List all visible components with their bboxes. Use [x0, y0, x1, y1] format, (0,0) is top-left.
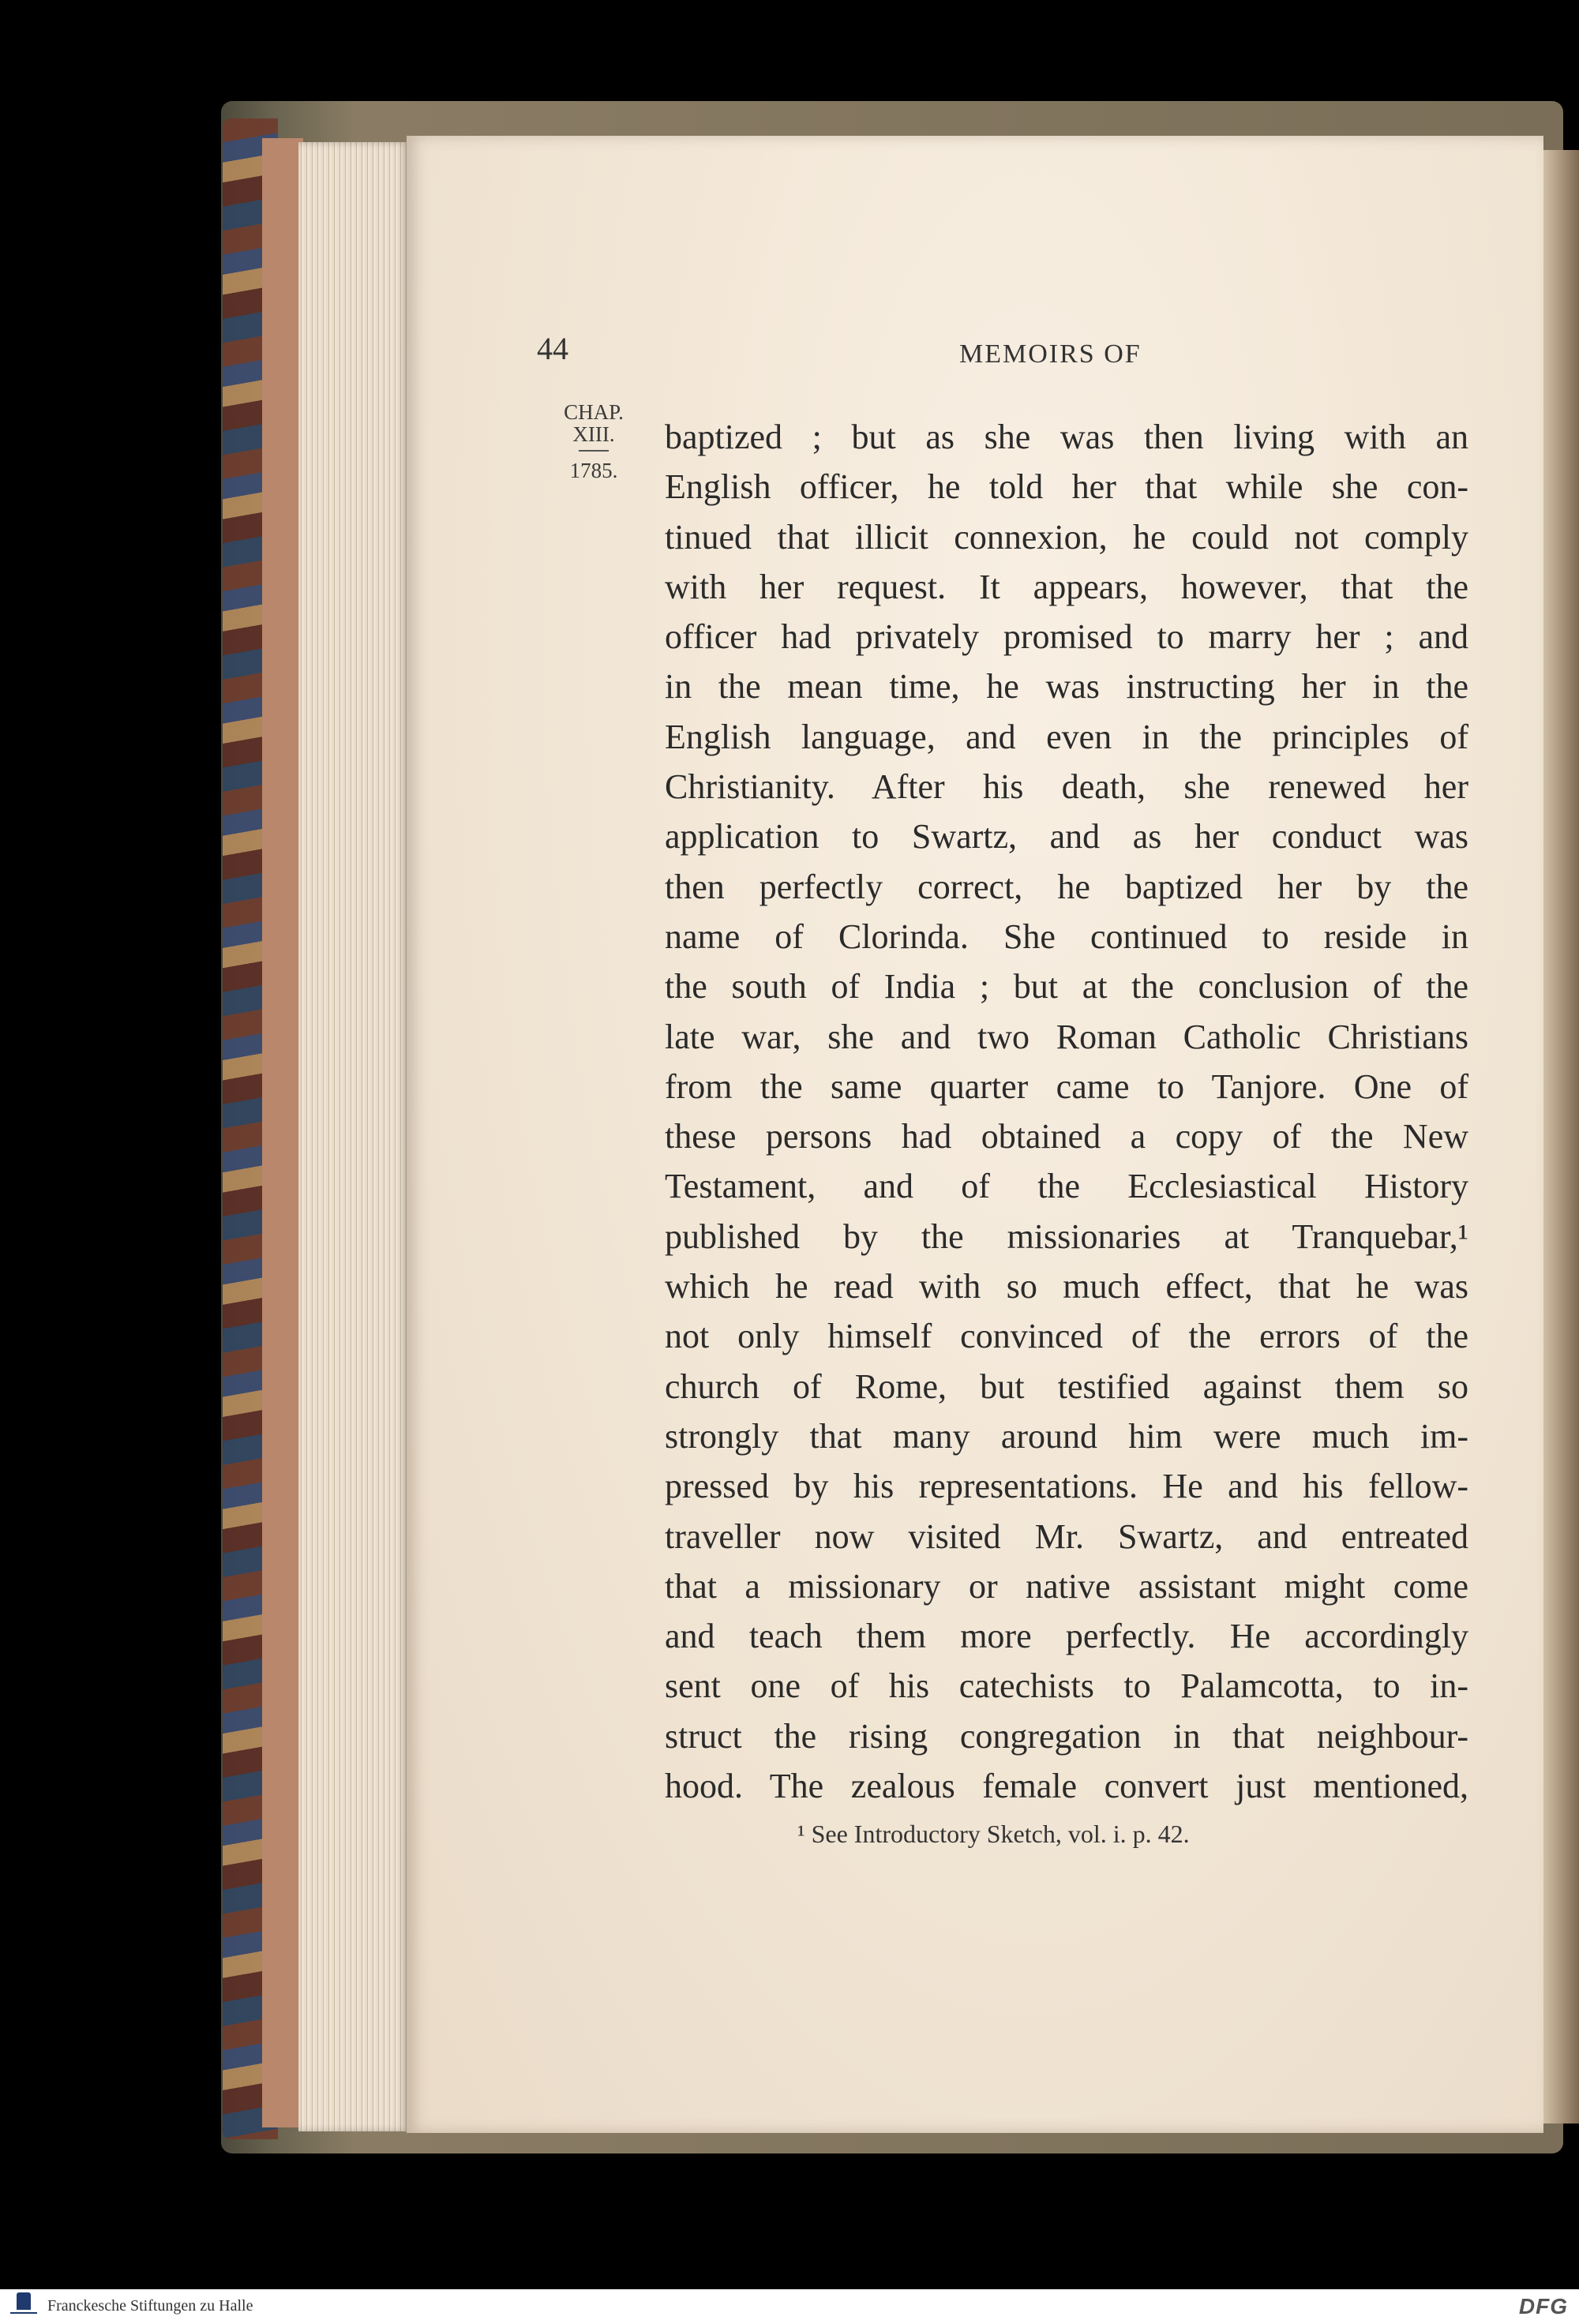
endpaper — [262, 138, 303, 2127]
text-line: the south of India ; but at the conclusion of the — [665, 967, 1468, 1006]
text-line: strongly that many around him were much im- — [665, 1416, 1468, 1456]
text-line: Christianity. After his death, she renewed her — [665, 767, 1468, 807]
text-line: that a missionary or native assistant might come — [665, 1566, 1468, 1606]
text-line: not only himself convinced of the errors of the — [665, 1317, 1468, 1356]
text-line: published by the missionaries at Tranquebar,¹ — [665, 1216, 1468, 1256]
dfg-logo: DFG — [1518, 2294, 1568, 2318]
text-line: officer had privately promised to marry her ; and — [665, 617, 1468, 657]
text-line: church of Rome, but testified against them so — [665, 1366, 1468, 1406]
text-line: name of Clorinda. She continued to reside in — [665, 916, 1468, 956]
text-line: which he read with so much effect, that he was — [665, 1267, 1468, 1306]
text-line: tinued that illicit connexion, he could not comply — [665, 517, 1468, 557]
text-line: Testament, and of the Ecclesiastical History — [665, 1167, 1468, 1206]
text-line: traveller now visited Mr. Swartz, and entreated — [665, 1516, 1468, 1556]
text-line: pressed by his representations. He and his fellow- — [665, 1467, 1468, 1506]
margin-chap: CHAP. — [564, 400, 624, 424]
footnote: ¹ See Introductory Sketch, vol. i. p. 42. — [797, 1820, 1190, 1848]
facing-page-edge — [1543, 150, 1579, 2123]
body-text — [665, 412, 1468, 1811]
margin-rule — [579, 450, 609, 452]
page-number: 44 — [537, 331, 568, 366]
text-line: application to Swartz, and as her conduct was — [665, 817, 1468, 857]
viewer-footer — [0, 2289, 1579, 2324]
text-line: English officer, he told her that while she con- — [665, 467, 1468, 507]
text-line: late war, she and two Roman Catholic Christians — [665, 1017, 1468, 1056]
text-line: with her request. It appears, however, that the — [665, 567, 1468, 606]
text-line: struct the rising congregation in that neighbour- — [665, 1716, 1468, 1756]
running-title: MEMOIRS OF — [959, 339, 1142, 369]
institution-logo-icon — [8, 2292, 39, 2321]
text-line: in the mean time, he was instructing her in the — [665, 667, 1468, 707]
text-line: hood. The zealous female convert just mentioned, — [665, 1767, 1468, 1806]
margin-year: 1785. — [569, 459, 618, 482]
text-line: English language, and even in the principles of — [665, 717, 1468, 756]
text-line: from the same quarter came to Tanjore. One of — [665, 1066, 1468, 1106]
page-leaf-edges — [298, 142, 409, 2131]
text-line: then perfectly correct, he baptized her by the — [665, 867, 1468, 906]
text-line: and teach them more perfectly. He accordingly — [665, 1617, 1468, 1656]
margin-chapter-number: XIII. — [572, 422, 615, 446]
institution-name: Franckesche Stiftungen zu Halle — [47, 2297, 253, 2315]
text-line: baptized ; but as she was then living with an — [665, 418, 1468, 456]
text-line: sent one of his catechists to Palamcotta, to in- — [665, 1666, 1468, 1706]
text-line: these persons had obtained a copy of the New — [665, 1117, 1468, 1156]
margin-note — [546, 401, 641, 482]
